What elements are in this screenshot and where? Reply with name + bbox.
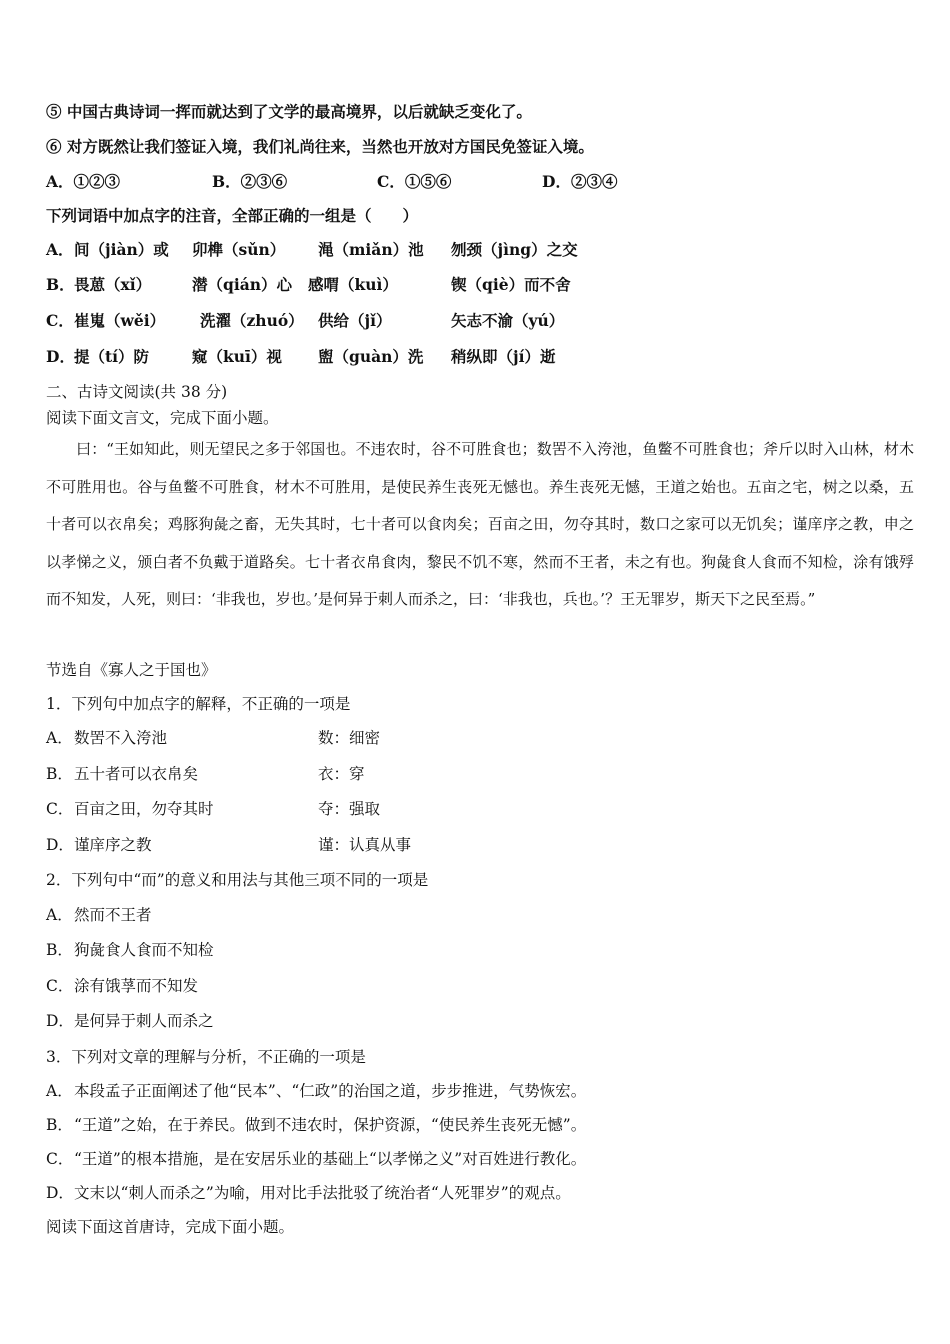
option-label: B．	[46, 275, 75, 294]
prev-option-c: C．①⑤⑥	[377, 172, 452, 191]
option-word: 渑（miǎn）池	[318, 240, 424, 259]
q1-stem: 1．下列句中加点字的解释，不正确的一项是	[46, 695, 351, 713]
option-label: C．	[46, 977, 74, 995]
option-word: 窥（kuī）视	[192, 347, 282, 366]
option-label: B．	[46, 941, 73, 959]
option-gloss: 谨：认真从事	[318, 836, 412, 854]
option-word: 提（tí）防	[74, 347, 150, 366]
option-text: 文末以“刺人而杀之”为喻，用对比手法批驳了统治者“人死罪岁”的观点。	[74, 1184, 571, 1202]
option-text: 是何异于刺人而杀之	[74, 1012, 214, 1030]
option-text: 狗彘食人食而不知检	[74, 941, 214, 959]
prev-option-a: A．①②③	[46, 172, 121, 191]
option-gloss: 衣：穿	[318, 765, 365, 783]
option-label: B．	[46, 765, 73, 783]
option-gloss: 数：细密	[318, 729, 381, 747]
option-label: C．	[46, 1150, 74, 1168]
section-instruction: 阅读下面文言文，完成下面小题。	[46, 409, 279, 427]
option-label: A．	[46, 240, 74, 259]
option-label: C．	[46, 800, 74, 818]
option-label: A．	[46, 1082, 73, 1100]
option-label: A．	[46, 906, 73, 924]
next-instruction: 阅读下面这首唐诗，完成下面小题。	[46, 1218, 295, 1236]
option-word: 感喟（kuì）	[308, 275, 398, 294]
option-label: D．	[46, 347, 75, 366]
option-word: 锲（qiè）而不舍	[451, 275, 571, 294]
q2-stem: 2．下列句中“而”的意义和用法与其他三项不同的一项是	[46, 871, 429, 889]
passage-text: 曰：“王如知此，则无望民之多于邻国也。不违农时，谷不可胜食也；数罟不入洿池，鱼鳖不可胜食也；斧斤以时入山林，材木不可胜用也。谷与鱼鳖不可胜食，材木不可胜用，是使民养生丧死无憾也。养生丧死无憾，王道之始也。五亩之宅，树之以桑，五十者可以衣帛矣；鸡豚狗彘之畜，无失其时，七十者可以食肉矣；百亩之田，勿夺其时，数口之家可以无饥矣；谨庠序之教，申之以孝悌之义，颁白者不负戴于道路矣。七十者衣帛食肉，黎民不饥不寒，然而不王者，未之有也。狗彘食人食而不知检，涂有饿殍而不知发，人死，则曰：‘非我也，岁也。’是何异于刺人而杀之，曰：‘非我也，兵也。’？王无罪岁，斯天下之民至焉。”	[46, 440, 914, 609]
option-text: 本段孟子正面阐述了他“民本”、“仁政”的治国之道，步步推进，气势恢宏。	[74, 1082, 587, 1100]
option-word: 崔嵬（wěi）	[74, 311, 166, 330]
option-text: 涂有饿莩而不知发	[74, 977, 199, 995]
option-word: 供给（jǐ）	[318, 311, 392, 330]
option-text: 然而不王者	[74, 906, 152, 924]
section-title: 二、古诗文阅读(共 38 分)	[46, 383, 228, 401]
q3-stem: 3．下列对文章的理解与分析，不正确的一项是	[46, 1048, 366, 1066]
option-label: D．	[46, 1012, 74, 1030]
option-word: 洗濯（zhuó）	[200, 311, 304, 330]
option-label: C．	[46, 311, 74, 330]
option-text: 谨庠序之教	[74, 836, 152, 854]
option-text: 百亩之田，勿夺其时	[74, 800, 214, 818]
pinyin-question-stem: 下列词语中加点字的注音，全部正确的一组是（ ）	[46, 206, 419, 225]
option-text: “王道”的根本措施，是在安居乐业的基础上“以孝悌之义”对百姓进行教化。	[74, 1150, 587, 1168]
option-text: 数罟不入洿池	[74, 729, 168, 747]
option-word: 矢志不渝（yú）	[451, 311, 565, 330]
option-word: 潜（qián）心	[192, 275, 293, 294]
option-word: 刎颈（jìng）之交	[451, 240, 578, 259]
option-word: 卯榫（sǔn）	[192, 240, 286, 259]
option-word: 间（jiàn）或	[74, 240, 169, 259]
option-label: A．	[46, 729, 73, 747]
option-label: D．	[46, 836, 74, 854]
option-text: 五十者可以衣帛矣	[74, 765, 199, 783]
prev-item-5: ⑤ 中国古典诗词一挥而就达到了文学的最高境界，以后就缺乏变化了。	[46, 102, 532, 121]
prev-option-b: B．②③⑥	[212, 172, 288, 191]
prev-option-d: D．②③④	[542, 172, 618, 191]
option-label: D．	[46, 1184, 74, 1202]
option-label: B．	[46, 1116, 73, 1134]
classical-passage	[46, 431, 914, 619]
option-text: “王道”之始，在于养民。做到不违农时，保护资源，“使民养生丧死无憾”。	[74, 1116, 587, 1134]
option-word: 畏葸（xǐ）	[74, 275, 152, 294]
option-word: 盥（guàn）洗	[318, 347, 424, 366]
prev-item-6: ⑥ 对方既然让我们签证入境，我们礼尚往来，当然也开放对方国民免签证入境。	[46, 137, 594, 156]
passage-source: 节选自《寡人之于国也》	[46, 661, 217, 679]
option-word: 稍纵即（jí）逝	[451, 347, 556, 366]
option-gloss: 夺：强取	[318, 800, 381, 818]
